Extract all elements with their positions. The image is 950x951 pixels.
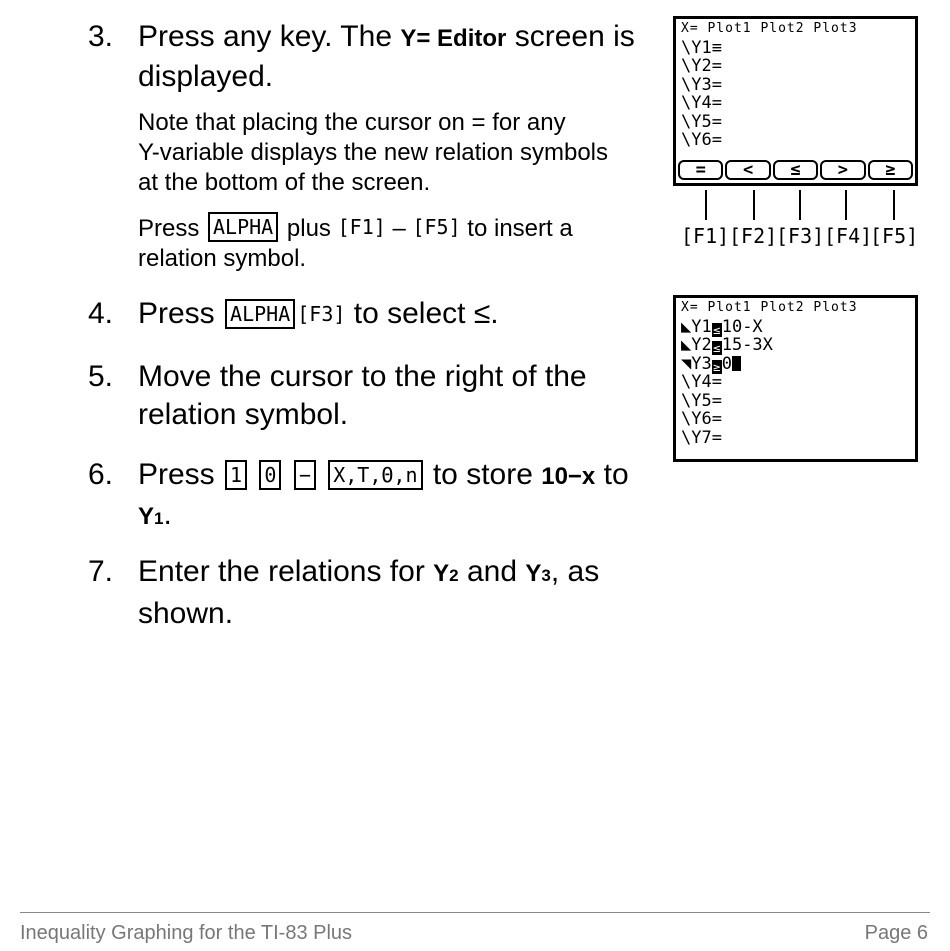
relation-less-equal: ≤: [773, 160, 818, 180]
f5-key: [F5]: [412, 215, 461, 239]
step-text-part: Press: [138, 297, 224, 330]
note-cursor: [138, 108, 608, 198]
screen-line-y4: \Y4=: [681, 93, 722, 113]
key-0: 0: [259, 460, 281, 490]
relation-menu: [678, 160, 913, 180]
note-line: relation symbol.: [138, 245, 307, 272]
step-text-part: to select ≤.: [345, 297, 499, 330]
step-text-part: Move the cursor to the right of the: [138, 360, 587, 393]
alpha-key: ALPHA: [225, 299, 295, 329]
relation-less: <: [725, 160, 770, 180]
f1-label: [F1]: [681, 224, 730, 248]
step-subscript: 1: [154, 509, 164, 528]
f3-key: [F3]: [297, 302, 346, 326]
screen-line-y4: \Y4=: [681, 372, 722, 392]
calculator-screen-relations: [673, 295, 918, 462]
step-text-part: and: [458, 555, 526, 588]
step-text-part: relation symbol.: [138, 398, 349, 431]
y2-expression: 15-3X: [721, 335, 773, 355]
y3-prefix: ◥Y3: [681, 353, 712, 374]
step-text: [138, 18, 635, 96]
step-number: 6.: [88, 458, 114, 491]
note-alpha: [138, 212, 573, 274]
step-subscript: 2: [449, 566, 459, 585]
note-text: Press: [138, 215, 207, 242]
relation-greater-equal: ≥: [868, 160, 913, 180]
screen-line-y2: \Y2=: [681, 56, 722, 76]
relation-less-equal-icon: ≤: [713, 322, 721, 337]
f4-pointer: [845, 190, 847, 220]
f5-pointer: [893, 190, 895, 220]
screen-header: X= Plot1 Plot2 Plot3: [681, 21, 858, 36]
step-text: [138, 553, 599, 633]
f1-key: [F1]: [337, 215, 386, 239]
note-line: Y-variable displays the new relation symbols: [138, 139, 609, 166]
relation-equal: =: [678, 160, 723, 180]
step-bold-term: Y= Editor: [400, 25, 507, 52]
key-1: 1: [225, 460, 247, 490]
step-number: 3.: [88, 20, 114, 53]
screen-line-y1: \Y1≡: [681, 37, 722, 58]
f4-label: [F4]: [824, 224, 873, 248]
y2-prefix: ◣Y2: [681, 335, 712, 355]
step-text-part: screen is: [506, 20, 635, 53]
step-text-part: to: [595, 458, 629, 491]
y1-expression: 10-X: [721, 316, 763, 337]
screen-line-y5: \Y5=: [681, 111, 722, 132]
footer-page-number: Page 6: [864, 922, 928, 944]
f3-pointer: [799, 190, 801, 220]
step-text: [138, 295, 499, 333]
step-subscript: 3: [541, 566, 551, 585]
step-number: 4.: [88, 297, 114, 330]
screen-line-y6: \Y6=: [681, 409, 722, 429]
f2-pointer: [753, 190, 755, 220]
step-text-part: .: [163, 498, 172, 531]
key-xtn: X,T,Θ,n: [328, 460, 422, 490]
step-text-part: , as: [550, 555, 600, 588]
footer-divider: [20, 912, 930, 913]
f3-label: [F3]: [776, 224, 825, 248]
f2-label: [F2]: [729, 224, 778, 248]
footer-title: Inequality Graphing for the TI-83 Plus: [20, 922, 353, 944]
screen-line-y3: [681, 355, 910, 374]
f1-pointer: [705, 190, 707, 220]
step-bold-term: Y: [525, 560, 542, 587]
step-text-part: Press any key. The: [138, 20, 401, 53]
step-text: [138, 358, 587, 434]
relation-greater-equal-icon: ≥: [713, 359, 721, 374]
step-bold-term: 10−x: [541, 463, 596, 490]
screen-line-y1: [681, 318, 910, 337]
step-text-part: shown.: [138, 597, 234, 630]
note-text: to insert a: [460, 215, 573, 242]
screen-line-y2: [681, 336, 910, 355]
screen-line-y5: \Y5=: [681, 390, 722, 411]
step-text-part: Enter the relations for: [138, 555, 434, 588]
step-bold-term: Y: [138, 503, 155, 530]
f-key-labels: [673, 190, 919, 260]
relation-greater: >: [820, 160, 865, 180]
y1-prefix: ◣Y1: [681, 316, 712, 337]
key-minus: −: [294, 460, 316, 490]
note-line: at the bottom of the screen.: [138, 169, 431, 196]
step-bold-term: Y: [433, 560, 450, 587]
note-line: Note that placing the cursor on = for any: [138, 109, 566, 136]
screen-line-y3: \Y3=: [681, 74, 722, 95]
cursor-icon: [732, 356, 741, 371]
alpha-key: ALPHA: [208, 212, 278, 242]
screen-line-y7: \Y7=: [681, 427, 722, 448]
step-number: 5.: [88, 360, 114, 393]
step-text: [138, 456, 629, 538]
step-text-part: to store: [424, 458, 542, 491]
note-text: –: [385, 215, 413, 242]
calculator-screen-y-editor: [673, 16, 918, 186]
y3-expression: 0: [721, 353, 732, 374]
f5-label: [F5]: [870, 224, 919, 248]
note-text: plus: [280, 215, 338, 242]
screen-line-y6: \Y6=: [681, 130, 722, 150]
screen-header: X= Plot1 Plot2 Plot3: [681, 300, 858, 315]
step-number: 7.: [88, 555, 114, 588]
step-text-part: displayed.: [138, 60, 274, 93]
step-text-part: Press: [138, 458, 224, 491]
relation-less-equal-icon: ≤: [713, 341, 721, 355]
